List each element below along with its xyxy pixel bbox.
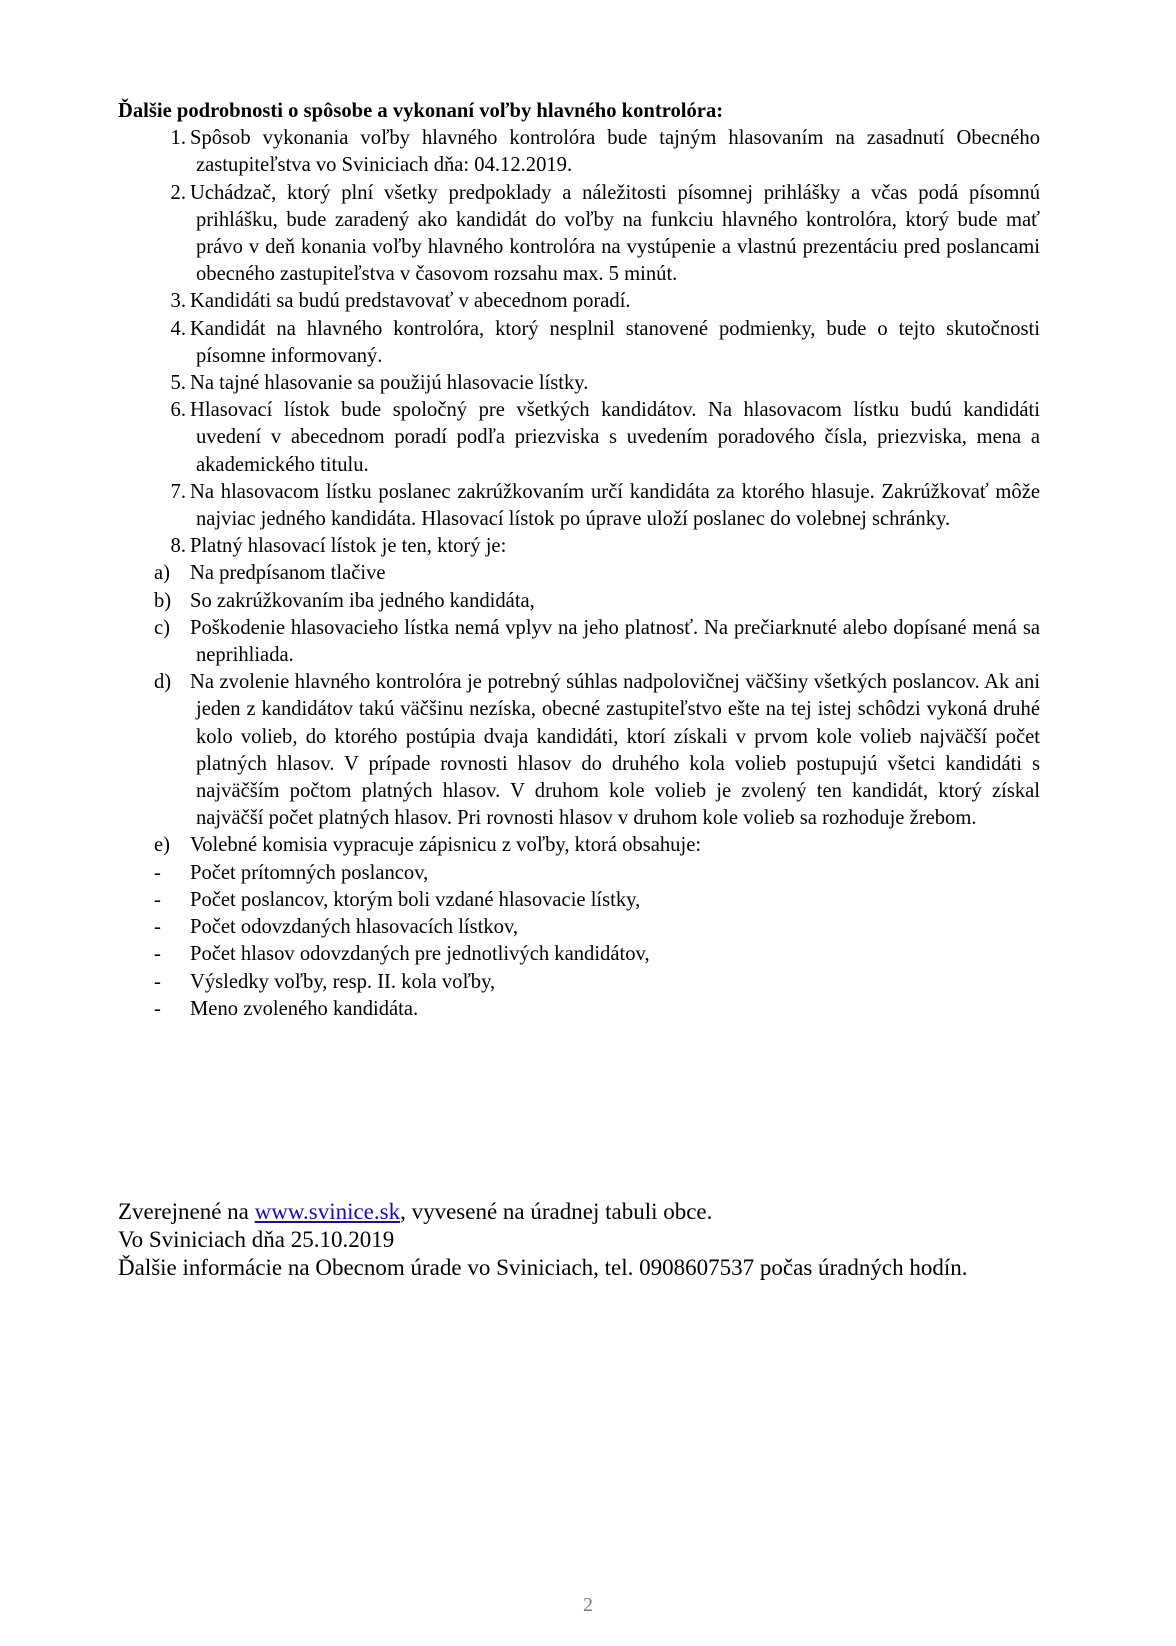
bullet-text: Meno zvoleného kandidáta. <box>190 997 419 1020</box>
list-item-text: Na predpísanom tlačive <box>190 562 386 585</box>
list-item-text: Platný hlasovací lístok je ten, ktorý je: <box>190 535 507 558</box>
list-item-2 <box>118 180 1040 289</box>
list-item-8 <box>118 533 1040 560</box>
bullet-text: Výsledky voľby, resp. II. kola voľby, <box>190 970 496 993</box>
contact-info: Ďalšie informácie na Obecnom úrade vo Sviniciach, tel. 0908607537 počas úradných hodín. <box>118 1255 968 1280</box>
list-item-text: Volebné komisia vypracuje zápisnicu z voľby, ktorá obsahuje: <box>190 834 702 857</box>
conditions-list <box>118 125 1040 1023</box>
bullet-item <box>118 996 1040 1023</box>
place-date: Vo Sviniciach dňa 25.10.2019 <box>118 1227 395 1252</box>
list-marker: 7. <box>170 480 186 503</box>
list-item-3 <box>118 288 1040 315</box>
dash-bullet: - <box>154 916 161 939</box>
list-item-text: Na zvolenie hlavného kontrolóra je potrebný súhlas nadpolovičnej väčšiny všetkých poslancov. Ak ani jeden z kandidátov takú väčšinu nezíska, obecné zastupiteľstvo ešte na tej istej schôdzi vykoná druhé kolo volieb, do ktorého postúpia dvaja kandidáti, ktorí získali v prvom kole volieb najväčší počet platných hlasov. V prípade rovnosti hlasov do druhého kola volieb postupujú všetci kandidáti s najväčším počtom platných hlasov. V druhom kole volieb je zvolený ten kandidát, ktorý získal najväčší počet platných hlasov. Pri rovnosti hlasov v druhom kole volieb sa rozhoduje žrebom. <box>190 671 1040 830</box>
publication-notice <box>118 1198 1040 1226</box>
list-marker: 5. <box>170 372 186 395</box>
list-item-a <box>118 560 1040 587</box>
bullet-item <box>118 914 1040 941</box>
bullet-text: Počet odovzdaných hlasovacích lístkov, <box>190 916 519 939</box>
list-marker: 8. <box>170 535 186 558</box>
list-marker: a) <box>154 562 170 585</box>
list-item-c <box>118 615 1040 669</box>
list-item-text: Na tajné hlasovanie sa použijú hlasovacie lístky. <box>190 372 589 395</box>
publication-prefix: Zverejnené na <box>118 1199 255 1224</box>
dash-bullet: - <box>154 997 161 1020</box>
list-item-text: Kandidát na hlavného kontrolóra, ktorý nesplnil stanovené podmienky, bude o tejto skutočnosti písomne informovaný. <box>190 317 1040 367</box>
bullet-item <box>118 887 1040 914</box>
list-item-text: Uchádzač, ktorý plní všetky predpoklady a náležitosti písomnej prihlášky a včas podá písomnú prihlášku, bude zaradený ako kandidát do voľby na funkciu hlavného kontrolóra, ktorý bude mať právo v deň konania voľby hlavného kontrolóra na vystúpenie a vlastnú prezentáciu pred poslancami obecného zastupiteľstva v časovom rozsahu max. 5 minút. <box>190 181 1040 286</box>
list-item-6 <box>118 397 1040 479</box>
bullet-item <box>118 860 1040 887</box>
list-marker: 4. <box>170 317 186 340</box>
list-marker: d) <box>154 671 172 694</box>
dash-bullet: - <box>154 943 161 966</box>
document-footer <box>118 1198 1040 1282</box>
document-body <box>118 98 1040 1023</box>
list-marker: c) <box>154 616 170 639</box>
bullet-item <box>118 969 1040 996</box>
section-heading: Ďalšie podrobnosti o spôsobe a vykonaní voľby hlavného kontrolóra: <box>118 100 724 122</box>
list-item-4 <box>118 316 1040 370</box>
website-link[interactable]: www.svinice.sk <box>254 1199 401 1224</box>
list-item-text: So zakrúžkovaním iba jedného kandidáta, <box>190 589 535 612</box>
bullet-text: Počet poslancov, ktorým boli vzdané hlasovacie lístky, <box>190 888 641 911</box>
list-item-text: Hlasovací lístok bude spoločný pre všetkých kandidátov. Na hlasovacom lístku budú kandidáti uvedení v abecednom poradí podľa priezviska s uvedením poradového čísla, priezviska, mena a akademického titulu. <box>190 399 1040 476</box>
dash-bullet: - <box>154 970 161 993</box>
list-item-text: Spôsob vykonania voľby hlavného kontrolóra bude tajným hlasovaním na zasadnutí Obecného zastupiteľstva vo Sviniciach dňa: 04.12.2019. <box>190 127 1040 177</box>
publication-suffix: , vyvesené na úradnej tabuli obce. <box>400 1199 713 1224</box>
bullet-item <box>118 941 1040 968</box>
list-item-text: Poškodenie hlasovacieho lístka nemá vplyv na jeho platnosť. Na prečiarknuté alebo dopísané mená sa neprihliada. <box>190 616 1040 667</box>
dash-bullet: - <box>154 861 161 884</box>
list-marker: e) <box>154 834 170 857</box>
list-marker: 3. <box>170 290 186 313</box>
list-item-d <box>118 669 1040 832</box>
list-item-e <box>118 832 1040 859</box>
page-number: 2 <box>583 1594 593 1616</box>
list-marker: 2. <box>170 181 186 204</box>
list-marker: 6. <box>170 399 186 422</box>
bullet-text: Počet hlasov odovzdaných pre jednotlivých kandidátov, <box>190 943 650 966</box>
list-marker: 1. <box>170 127 186 150</box>
list-item-b <box>118 588 1040 615</box>
list-item-5 <box>118 370 1040 397</box>
list-item-7 <box>118 479 1040 533</box>
dash-bullet: - <box>154 888 161 911</box>
list-item-text: Na hlasovacom lístku poslanec zakrúžkovaním určí kandidáta za ktorého hlasuje. Zakrúžkovať môže najviac jedného kandidáta. Hlasovací lístok po úprave uloží poslanec do volebnej schránky. <box>190 480 1040 531</box>
list-marker: b) <box>154 589 172 612</box>
list-item-1 <box>118 125 1040 179</box>
list-item-text: Kandidáti sa budú predstavovať v abecednom poradí. <box>190 290 631 313</box>
bullet-text: Počet prítomných poslancov, <box>190 861 429 884</box>
